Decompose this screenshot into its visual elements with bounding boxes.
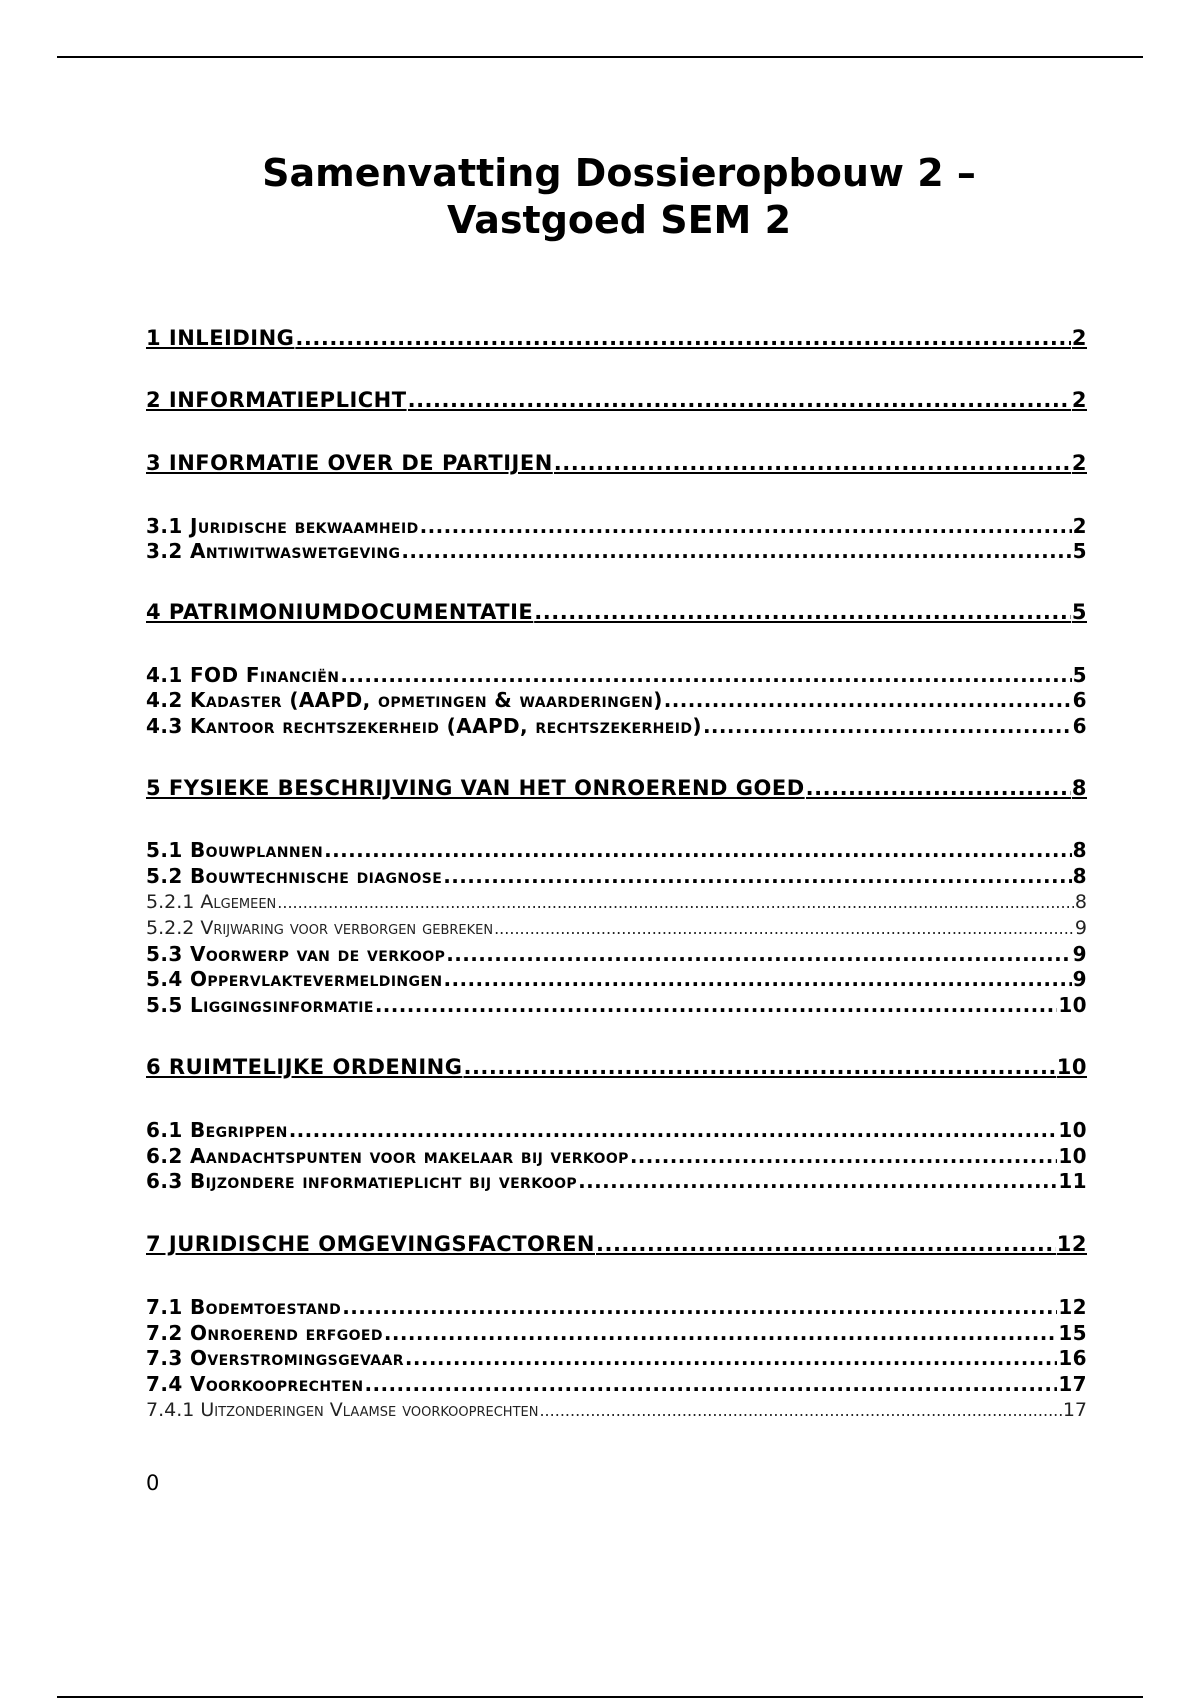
- toc-label: 6.3 Bijzondere informatieplicht bij verkoop: [146, 1169, 578, 1193]
- toc-label: 5.5 Liggingsinformatie: [146, 993, 374, 1017]
- toc-label: 6.2 Aandachtspunten voor makelaar bij verkoop: [146, 1144, 629, 1168]
- toc-leader: [494, 916, 1074, 941]
- toc-leader: [703, 714, 1072, 739]
- toc-label: 5.2.2 Vrijwaring voor verborgen gebreken: [146, 917, 494, 939]
- toc-leader: [578, 1169, 1057, 1194]
- toc-leader: [463, 1054, 1055, 1081]
- toc-leader: [420, 514, 1072, 539]
- toc-label: 7.3 Overstromingsgevaar: [146, 1346, 404, 1370]
- toc-page: 2: [1071, 451, 1087, 475]
- toc-entry-3-2[interactable]: [146, 539, 1087, 564]
- toc-page: 17: [1062, 1399, 1087, 1421]
- toc-entry-5-3[interactable]: [146, 942, 1087, 967]
- toc-leader: [630, 1144, 1058, 1169]
- toc-leader: [277, 890, 1074, 915]
- toc-entry-4-1[interactable]: [146, 663, 1087, 688]
- toc-label: 4 PATRIMONIUMDOCUMENTATIE: [146, 600, 534, 624]
- footer-rule: [57, 1696, 1143, 1698]
- toc-entry-3[interactable]: [146, 450, 1087, 477]
- toc-label: 7.4.1 Uitzonderingen Vlaamse voorkooprechten: [146, 1399, 539, 1421]
- toc-label: 5.3 Voorwerp van de verkoop: [146, 942, 446, 966]
- toc-leader: [375, 993, 1058, 1018]
- toc-label: 5 FYSIEKE BESCHRIJVING VAN HET ONROEREND GOED: [146, 776, 805, 800]
- toc-label: 5.2.1 Algemeen: [146, 891, 277, 913]
- toc-label: 5.2 Bouwtechnische diagnose: [146, 864, 443, 888]
- toc-entry-6-2[interactable]: [146, 1144, 1087, 1169]
- header-rule: [57, 56, 1143, 58]
- toc-page: 2: [1071, 326, 1087, 350]
- toc-page: 9: [1074, 917, 1087, 939]
- toc-page: 12: [1058, 1295, 1087, 1319]
- toc-entry-7-4[interactable]: [146, 1372, 1087, 1397]
- toc-page: 6: [1072, 714, 1087, 738]
- toc-page: 5: [1072, 663, 1087, 687]
- toc-label: 7 JURIDISCHE OMGEVINGSFACTOREN: [146, 1232, 595, 1256]
- toc-entry-6-3[interactable]: [146, 1169, 1087, 1194]
- toc-entry-7-2[interactable]: [146, 1321, 1087, 1346]
- toc-page: 10: [1058, 1118, 1087, 1142]
- toc-leader: [342, 1295, 1057, 1320]
- toc-label: 7.1 Bodemtoestand: [146, 1295, 342, 1319]
- toc-leader: [384, 1321, 1057, 1346]
- toc-page: 10: [1056, 1055, 1087, 1079]
- toc-page: 10: [1058, 1144, 1087, 1168]
- toc-entry-5-2-1[interactable]: [146, 890, 1087, 915]
- toc-page: 8: [1072, 864, 1087, 888]
- toc-entry-4-3[interactable]: [146, 714, 1087, 739]
- toc-label: 7.2 Onroerend erfgoed: [146, 1321, 383, 1345]
- toc-entry-7-3[interactable]: [146, 1346, 1087, 1371]
- title-line-1: Samenvatting Dossieropbouw 2 –: [262, 151, 976, 195]
- toc-entry-7-1[interactable]: [146, 1295, 1087, 1320]
- toc-label: 6.1 Begrippen: [146, 1118, 288, 1142]
- toc-page: 8: [1071, 776, 1087, 800]
- toc-page: 10: [1058, 993, 1087, 1017]
- toc-page: 16: [1058, 1346, 1087, 1370]
- toc-entry-1[interactable]: [146, 325, 1087, 352]
- toc-leader: [405, 1346, 1057, 1371]
- toc-label: 5.1 Bouwplannen: [146, 838, 324, 862]
- toc-leader: [443, 864, 1071, 889]
- toc-label: 5.4 Oppervlaktevermeldingen: [146, 967, 443, 991]
- toc-label: 3.1 Juridische bekwaamheid: [146, 514, 419, 538]
- toc-entry-2[interactable]: [146, 387, 1087, 414]
- toc-leader: [444, 967, 1072, 992]
- toc-entry-5-5[interactable]: [146, 993, 1087, 1018]
- toc-entry-5-1[interactable]: [146, 838, 1087, 863]
- toc-entry-5-2-2[interactable]: [146, 916, 1087, 941]
- toc-entry-6[interactable]: [146, 1054, 1087, 1081]
- toc-entry-6-1[interactable]: [146, 1118, 1087, 1143]
- toc-label: 7.4 Voorkooprechten: [146, 1372, 364, 1396]
- toc-page: 17: [1058, 1372, 1087, 1396]
- toc-leader: [446, 942, 1071, 967]
- toc-page: 5: [1072, 539, 1087, 563]
- toc-leader: [289, 1118, 1058, 1143]
- toc-page: 6: [1072, 688, 1087, 712]
- toc-label: 4.1 FOD Financiën: [146, 663, 340, 687]
- title-line-2: Vastgoed SEM 2: [446, 198, 792, 242]
- toc-label: 1 INLEIDING: [146, 326, 295, 350]
- toc-page: 5: [1071, 600, 1087, 624]
- toc-entry-5-2[interactable]: [146, 864, 1087, 889]
- toc-leader: [408, 387, 1071, 414]
- toc-page: 15: [1058, 1321, 1087, 1345]
- toc-page: 8: [1074, 891, 1087, 913]
- toc-leader: [295, 325, 1070, 352]
- toc-entry-4-2[interactable]: [146, 688, 1087, 713]
- toc-page: 11: [1058, 1169, 1087, 1193]
- toc-entry-3-1[interactable]: [146, 514, 1087, 539]
- toc-page: 9: [1072, 942, 1087, 966]
- toc-label: 2 INFORMATIEPLICHT: [146, 388, 407, 412]
- toc-leader: [401, 539, 1071, 564]
- toc-entry-7[interactable]: [146, 1231, 1087, 1258]
- toc-page: 2: [1072, 514, 1087, 538]
- toc-page: 12: [1056, 1232, 1087, 1256]
- toc-leader: [806, 775, 1071, 802]
- toc-leader: [534, 599, 1071, 626]
- toc-leader: [340, 663, 1071, 688]
- toc-label: 3.2 Antiwitwaswetgeving: [146, 539, 401, 563]
- toc-label: 6 RUIMTELIJKE ORDENING: [146, 1055, 463, 1079]
- toc-leader: [324, 838, 1072, 863]
- toc-leader: [596, 1231, 1056, 1258]
- page-number: 0: [146, 1471, 160, 1495]
- toc-label: 4.2 Kadaster (AAPD, opmetingen & waarderingen): [146, 688, 663, 712]
- toc-entry-4[interactable]: [146, 599, 1087, 626]
- toc-entry-7-4-1[interactable]: [146, 1398, 1087, 1423]
- toc-page: 2: [1071, 388, 1087, 412]
- toc-label: 4.3 Kantoor rechtszekerheid (AAPD, rechtszekerheid): [146, 714, 702, 738]
- toc-page: 9: [1072, 967, 1087, 991]
- toc-entry-5[interactable]: [146, 775, 1087, 802]
- toc-label: 3 INFORMATIE OVER DE PARTIJEN: [146, 451, 553, 475]
- toc-entry-5-4[interactable]: [146, 967, 1087, 992]
- toc-leader: [365, 1372, 1058, 1397]
- toc-leader: [539, 1398, 1061, 1423]
- toc-leader: [554, 450, 1071, 477]
- document-title: [0, 150, 1200, 244]
- toc-leader: [664, 688, 1072, 713]
- toc-page: 8: [1072, 838, 1087, 862]
